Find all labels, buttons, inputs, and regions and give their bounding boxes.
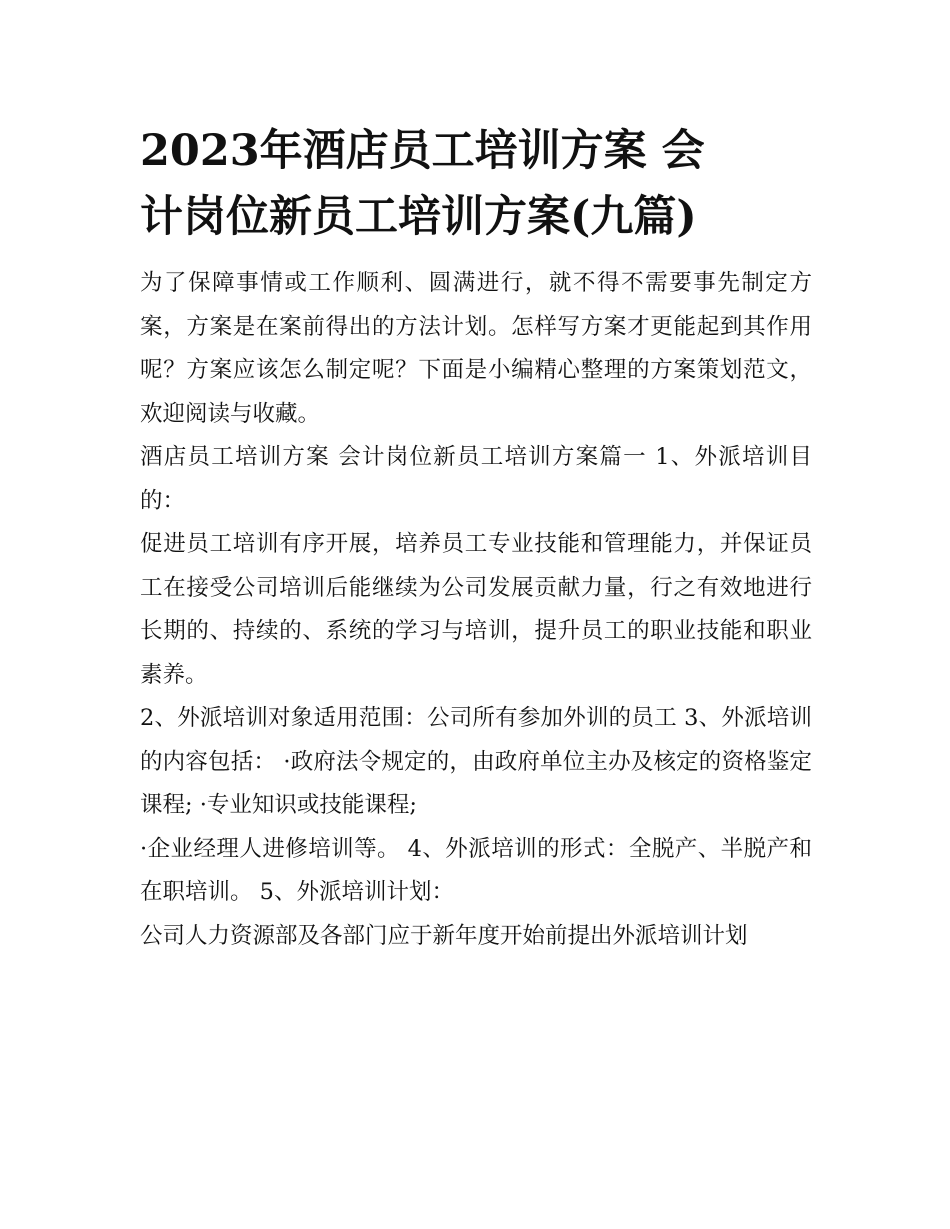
title-line-1: 2023年酒店员工培训方案 会 [140,126,705,176]
paragraph-plan-submission: 公司人力资源部及各部门应于新年度开始前提出外派培训计划 [140,922,748,949]
paragraph-form-plan: ·企业经理人进修培训等。 4、外派培训的形式：全脱产、半脱产和在职培训。 5、外派培训计划： [140,835,812,905]
document-title [140,118,812,250]
document-body [140,262,812,958]
document-content [140,118,812,958]
title-line-2: 计岗位新员工培训方案(九篇) [140,192,697,242]
paragraph-purpose: 促进员工培训有序开展，培养员工专业技能和管理能力，并保证员工在接受公司培训后能继续为公司发展贡献力量，行之有效地进行长期的、持续的、系统的学习与培训，提升员工的职业技能和职业素养。 [140,531,812,688]
paragraph-scope-content: 2、外派培训对象适用范围：公司所有参加外训的员工 3、外派培训的内容包括： ·政府法令规定的，由政府单位主办及核定的资格鉴定课程; ·专业知识或技能课程; [140,705,812,818]
paragraph-section-heading: 酒店员工培训方案 会计岗位新员工培训方案篇一 1、外派培训目的： [140,444,812,514]
paragraph-intro: 为了保障事情或工作顺利、圆满进行，就不得不需要事先制定方案，方案是在案前得出的方法计划。怎样写方案才更能起到其作用呢？方案应该怎么制定呢？下面是小编精心整理的方案策划范文，欢迎阅读与收藏。 [140,270,812,427]
